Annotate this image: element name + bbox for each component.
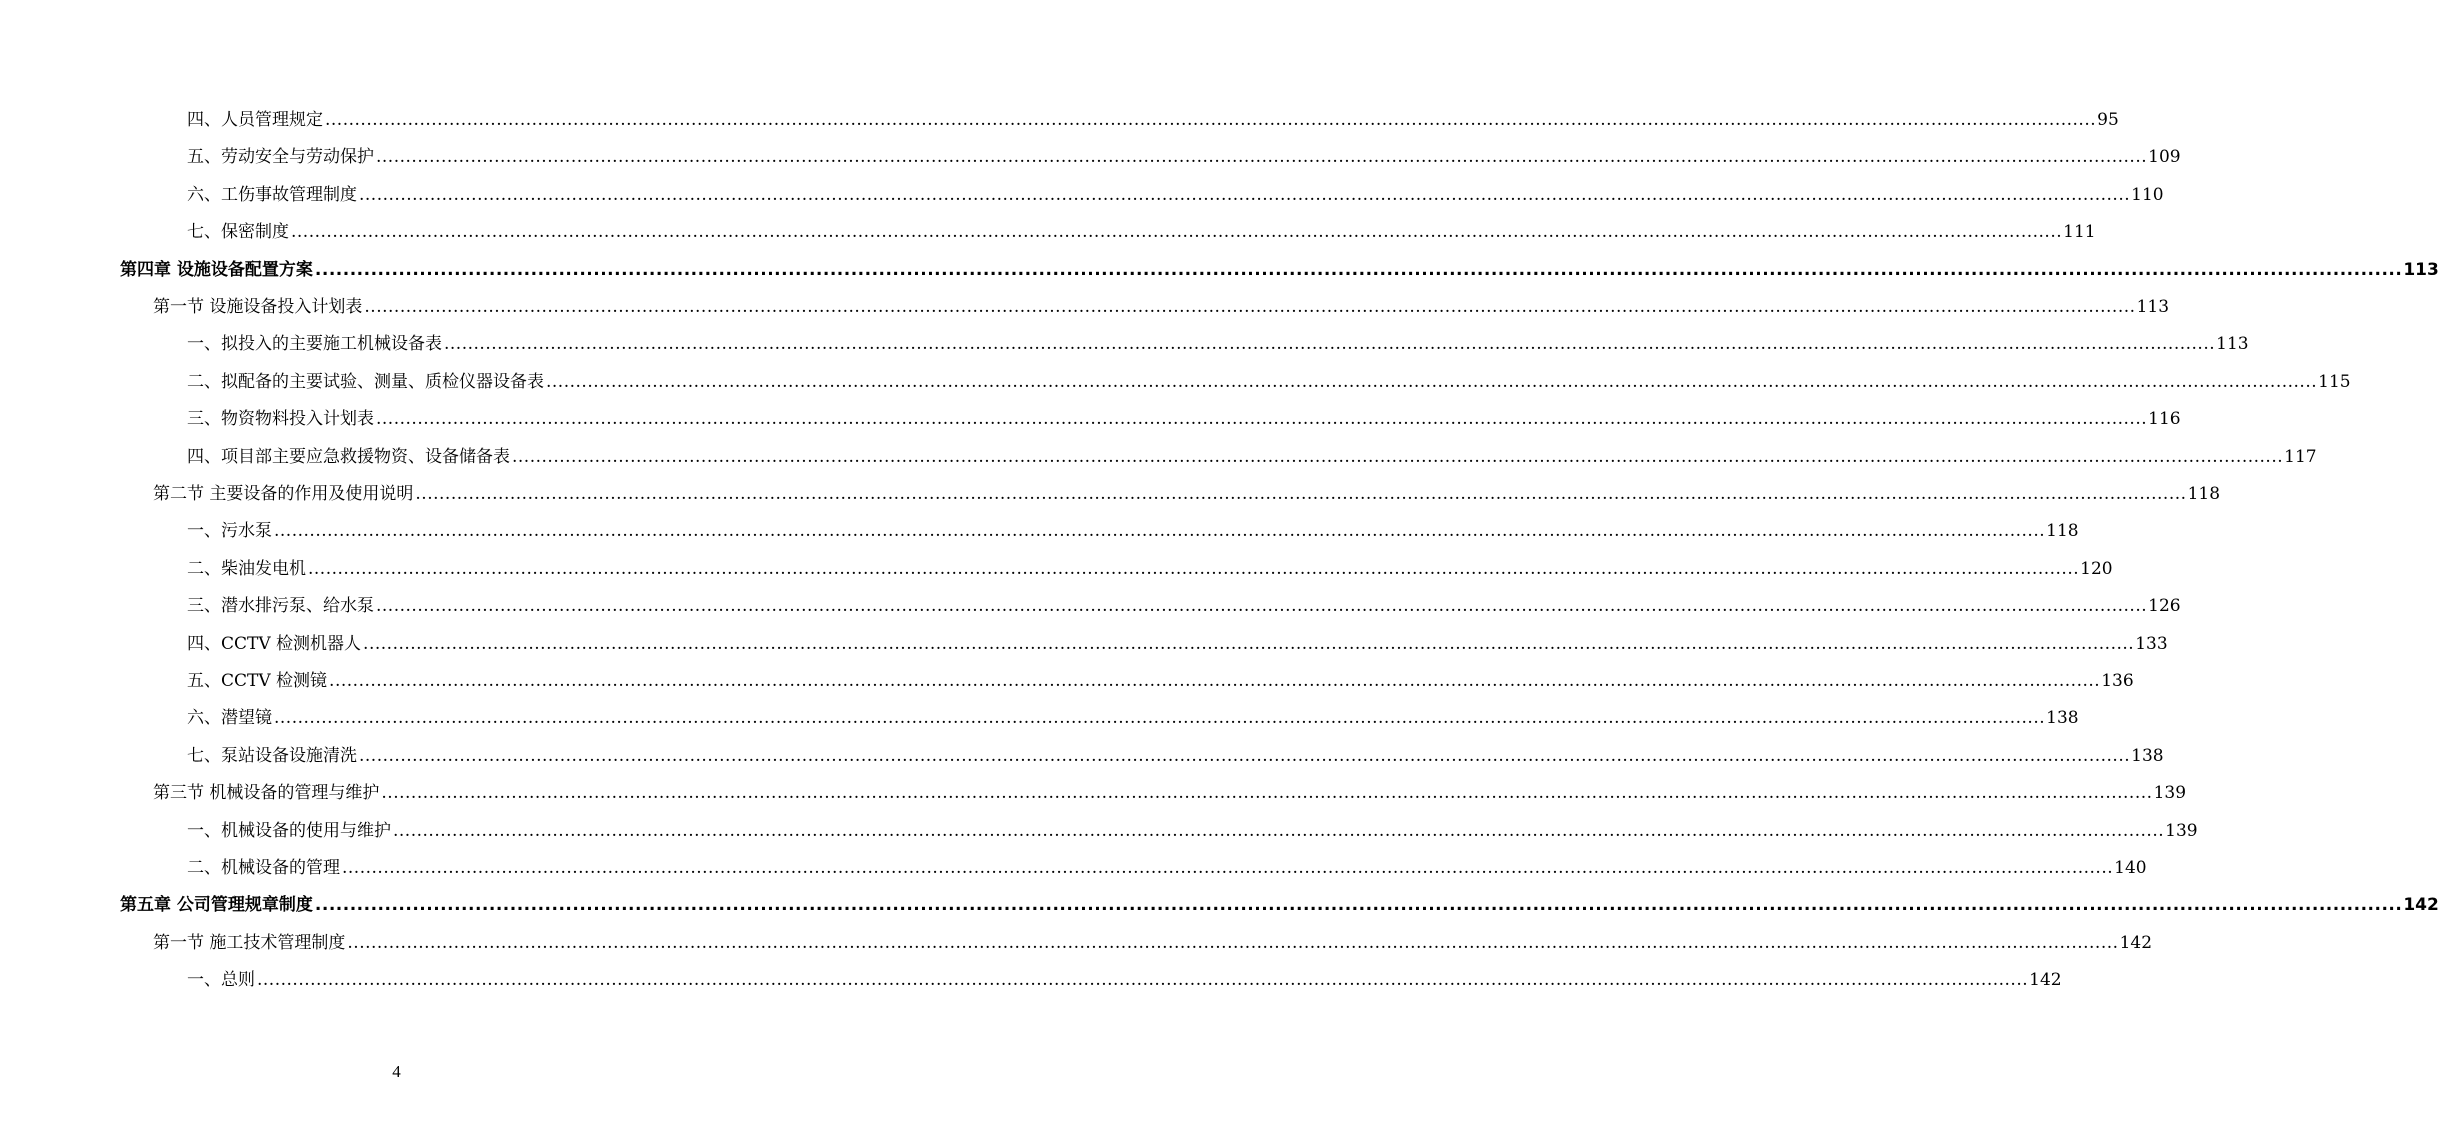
toc-entry-label: 七、保密制度 <box>187 222 289 242</box>
dot-leader: ............................................................................................................................................................................................................................................................................................................ <box>342 858 2114 878</box>
toc-entry-page: 142 <box>2119 933 2153 953</box>
toc-entry-page: 136 <box>2101 671 2134 691</box>
toc-entry-section[interactable] <box>153 779 2187 807</box>
toc-entry-item[interactable] <box>187 630 2168 658</box>
toc-entry-label: 二、柴油发电机 <box>187 559 306 579</box>
toc-entry-page: 110 <box>2131 185 2164 205</box>
toc-entry-section[interactable] <box>153 929 2153 957</box>
toc-entry-page: 126 <box>2148 596 2181 616</box>
toc-entry-label: 一、总则 <box>187 970 255 990</box>
toc-entry-page: 95 <box>2097 110 2119 130</box>
dot-leader: ............................................................................................................................................................................................................................................................................................................ <box>347 933 2119 953</box>
toc-entry-section[interactable] <box>153 480 2221 508</box>
dot-leader: ............................................................................................................................................................................................................................................................................................................ <box>363 634 2135 654</box>
dot-leader: ............................................................................................................................................................................................................................................................................................................ <box>376 409 2148 429</box>
toc-entry-label: 第一节 设施设备投入计划表 <box>153 297 363 317</box>
toc-entry-label: 二、拟配备的主要试验、测量、质检仪器设备表 <box>187 372 544 392</box>
toc-entry-page: 139 <box>2153 783 2187 803</box>
dot-leader: ............................................................................................................................................................................................................................................................................................................ <box>291 222 2063 242</box>
toc-entry-label: 一、污水泵 <box>187 521 272 541</box>
toc-entry-item[interactable] <box>187 218 2096 246</box>
toc-entry-page: 138 <box>2046 708 2079 728</box>
dot-leader: ............................................................................................................................................................................................................................................................................................................ <box>381 783 2153 803</box>
dot-leader: ............................................................................................................................................................................................................................................................................................................ <box>376 147 2148 167</box>
toc-entry-item[interactable] <box>187 667 2134 695</box>
toc-entry-item[interactable] <box>187 106 2119 134</box>
toc-entry-label: 第三节 机械设备的管理与维护 <box>153 783 380 803</box>
toc-entry-label: 一、机械设备的使用与维护 <box>187 821 391 841</box>
dot-leader: ............................................................................................................................................................................................................................................................................................................ <box>359 185 2131 205</box>
dot-leader: ............................................................................................................................................................................................................................................................................................................ <box>274 708 2046 728</box>
toc-entry-item[interactable] <box>187 368 2351 396</box>
toc-entry-chapter[interactable] <box>120 256 2439 284</box>
toc-entry-label: 七、泵站设备设施清洗 <box>187 746 357 766</box>
toc-entry-label: 一、拟投入的主要施工机械设备表 <box>187 334 442 354</box>
toc-entry-page: 120 <box>2080 559 2113 579</box>
toc-entry-item[interactable] <box>187 817 2198 845</box>
dot-leader: ............................................................................................................................................................................................................................................................................................................ <box>308 559 2080 579</box>
toc-entry-item[interactable] <box>187 555 2113 583</box>
toc-entry-label: 第二节 主要设备的作用及使用说明 <box>153 484 414 504</box>
dot-leader: ............................................................................................................................................................................................................................................................................................................ <box>314 260 2403 280</box>
toc-entry-label: 第五章 公司管理规章制度 <box>120 895 313 915</box>
page-number: 4 <box>392 1062 401 1081</box>
toc-entry-page: 111 <box>2063 222 2096 242</box>
toc-entry-item[interactable] <box>187 966 2062 994</box>
toc-entry-label: 六、潜望镜 <box>187 708 272 728</box>
toc-entry-label: 第一节 施工技术管理制度 <box>153 933 346 953</box>
toc-entry-item[interactable] <box>187 854 2147 882</box>
toc-entry-chapter[interactable] <box>120 891 2439 919</box>
toc-entry-label: 四、人员管理规定 <box>187 110 323 130</box>
toc-entry-page: 140 <box>2114 858 2147 878</box>
toc-entry-label: 二、机械设备的管理 <box>187 858 340 878</box>
toc-entry-page: 115 <box>2318 372 2351 392</box>
dot-leader: ............................................................................................................................................................................................................................................................................................................ <box>364 297 2136 317</box>
toc-entry-label: 三、潜水排污泵、给水泵 <box>187 596 374 616</box>
dot-leader: ............................................................................................................................................................................................................................................................................................................ <box>546 372 2318 392</box>
toc-entry-page: 133 <box>2135 634 2168 654</box>
toc-entry-item[interactable] <box>187 143 2181 171</box>
toc-entry-label: 五、劳动安全与劳动保护 <box>187 147 374 167</box>
toc-entry-page: 142 <box>2029 970 2062 990</box>
toc-entry-page: 113 <box>2216 334 2249 354</box>
toc-entry-page: 142 <box>2403 895 2439 915</box>
toc-entry-page: 139 <box>2165 821 2198 841</box>
dot-leader: ............................................................................................................................................................................................................................................................................................................ <box>393 821 2165 841</box>
dot-leader: ............................................................................................................................................................................................................................................................................................................ <box>329 671 2101 691</box>
toc-entry-section[interactable] <box>153 293 2170 321</box>
toc-entry-label: 三、物资物料投入计划表 <box>187 409 374 429</box>
toc-entry-label: 第四章 设施设备配置方案 <box>120 260 313 280</box>
toc-entry-page: 138 <box>2131 746 2164 766</box>
dot-leader: ............................................................................................................................................................................................................................................................................................................ <box>314 895 2403 915</box>
toc-entry-item[interactable] <box>187 742 2164 770</box>
toc-entry-item[interactable] <box>187 443 2317 471</box>
toc-entry-label: 四、项目部主要应急救援物资、设备储备表 <box>187 447 510 467</box>
toc-entry-page: 109 <box>2148 147 2181 167</box>
dot-leader: ............................................................................................................................................................................................................................................................................................................ <box>257 970 2029 990</box>
toc-entry-label: 四、CCTV 检测机器人 <box>187 634 362 654</box>
toc-entry-item[interactable] <box>187 592 2181 620</box>
toc-entry-item[interactable] <box>187 405 2181 433</box>
toc-entry-item[interactable] <box>187 704 2079 732</box>
toc-entry-item[interactable] <box>187 330 2249 358</box>
dot-leader: ............................................................................................................................................................................................................................................................................................................ <box>376 596 2148 616</box>
toc-entry-page: 113 <box>2136 297 2170 317</box>
toc-entry-label: 五、CCTV 检测镜 <box>187 671 328 691</box>
dot-leader: ............................................................................................................................................................................................................................................................................................................ <box>325 110 2097 130</box>
dot-leader: ............................................................................................................................................................................................................................................................................................................ <box>359 746 2131 766</box>
dot-leader: ............................................................................................................................................................................................................................................................................................................ <box>274 521 2046 541</box>
dot-leader: ............................................................................................................................................................................................................................................................................................................ <box>512 447 2284 467</box>
toc-entry-page: 118 <box>2187 484 2221 504</box>
toc-entry-page: 118 <box>2046 521 2079 541</box>
toc-entry-item[interactable] <box>187 181 2164 209</box>
toc-entry-item[interactable] <box>187 517 2079 545</box>
dot-leader: ............................................................................................................................................................................................................................................................................................................ <box>444 334 2216 354</box>
toc-entry-label: 六、工伤事故管理制度 <box>187 185 357 205</box>
dot-leader: ............................................................................................................................................................................................................................................................................................................ <box>415 484 2187 504</box>
toc-entry-page: 116 <box>2148 409 2181 429</box>
toc-entry-page: 113 <box>2403 260 2439 280</box>
toc-entry-page: 117 <box>2284 447 2317 467</box>
